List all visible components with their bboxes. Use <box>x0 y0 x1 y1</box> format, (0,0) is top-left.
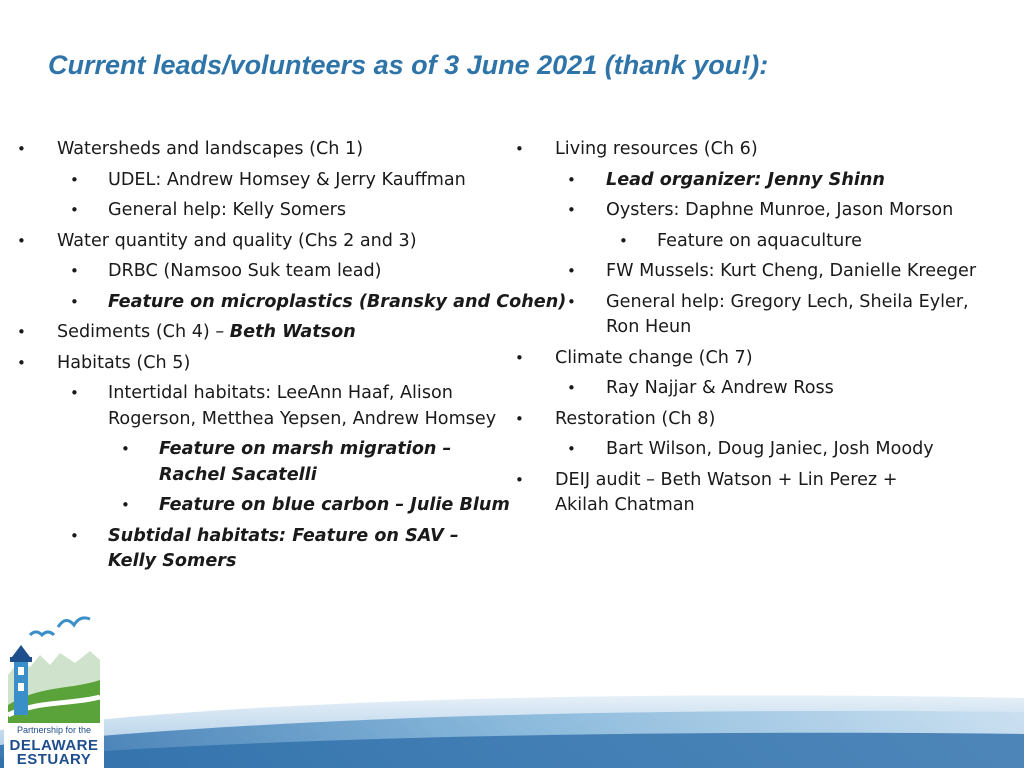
logo-line-2: DELAWARE <box>9 737 99 754</box>
bullet: • <box>70 526 79 545</box>
logo-line-3: ESTUARY <box>16 751 92 768</box>
bullet: • <box>17 140 26 158</box>
list-item: • Sediments (Ch 4) – Beth Watson <box>0 320 515 346</box>
list-item: • Living resources (Ch 6) <box>497 137 1017 163</box>
list-item: • Feature on blue carbon – Julie Blum <box>0 493 515 519</box>
bullet: • <box>17 353 26 372</box>
bullet: • <box>121 496 130 514</box>
bullet: • <box>567 170 576 189</box>
bullet: • <box>515 140 524 158</box>
bullet: • <box>70 292 79 311</box>
list-item: • Intertidal habitats: LeeAnn Haaf, Alison Rogerson, Metthea Yepsen, Andrew Homsey <box>70 383 497 429</box>
list-item: • Subtidal habitats: Feature on SAV – Kelly Somers <box>70 525 459 571</box>
list-item: • Ray Najjar & Andrew Ross <box>497 376 1017 402</box>
list-item: • FW Mussels: Kurt Cheng, Danielle Kreeger <box>497 259 1017 285</box>
list-item: • Lead organizer: Jenny Shinn <box>497 168 1017 194</box>
footer-wave-banner <box>0 690 1024 768</box>
bullet: • <box>70 262 79 280</box>
list-item: • Climate change (Ch 7) <box>497 346 1017 372</box>
bullet: • <box>70 384 79 402</box>
right-column <box>497 137 1017 524</box>
bullet: • <box>515 470 524 489</box>
list-item: • General help: Gregory Lech, Sheila Eyler, Ron Heun <box>567 291 969 337</box>
bullet: • <box>567 379 576 397</box>
list-item: • Water quantity and quality (Chs 2 and 3) <box>0 229 515 255</box>
bullet: • <box>567 292 576 311</box>
list-item: • UDEL: Andrew Homsey & Jerry Kauffman <box>0 168 515 194</box>
list-item: • Bart Wilson, Doug Janiec, Josh Moody <box>497 437 1017 463</box>
bullet: • <box>567 440 576 458</box>
bullet: • <box>515 409 524 428</box>
slide-title: Current leads/volunteers as of 3 June 2021 (thank you!): <box>48 50 769 80</box>
bullet: • <box>567 201 576 219</box>
bullet: • <box>567 262 576 280</box>
list-item: • DEIJ audit – Beth Watson + Lin Perez + Akilah Chatman <box>515 469 898 515</box>
bullet: • <box>70 170 79 189</box>
bullet: • <box>17 231 26 250</box>
list-item: • General help: Kelly Somers <box>0 198 515 224</box>
list-item: • Oysters: Daphne Munroe, Jason Morson <box>497 198 1017 224</box>
left-column <box>0 137 567 580</box>
bullet: • <box>121 440 130 458</box>
list-item: • Watersheds and landscapes (Ch 1) <box>0 137 515 163</box>
logo-line-1: Partnership for the <box>16 725 92 735</box>
list-item: • Feature on aquaculture <box>497 229 1017 255</box>
list-item: • Feature on microplastics (Bransky and Cohen) <box>0 290 515 316</box>
bullet: • <box>515 348 524 367</box>
bullet: • <box>619 231 628 250</box>
list-item: • Habitats (Ch 5) <box>0 351 515 377</box>
bullet: • <box>17 323 26 341</box>
list-item: • Feature on marsh migration – Rachel Sacatelli <box>121 439 452 485</box>
list-item: • Restoration (Ch 8) <box>497 407 1017 433</box>
list-item: • DRBC (Namsoo Suk team lead) <box>0 259 515 285</box>
bullet: • <box>70 201 79 219</box>
